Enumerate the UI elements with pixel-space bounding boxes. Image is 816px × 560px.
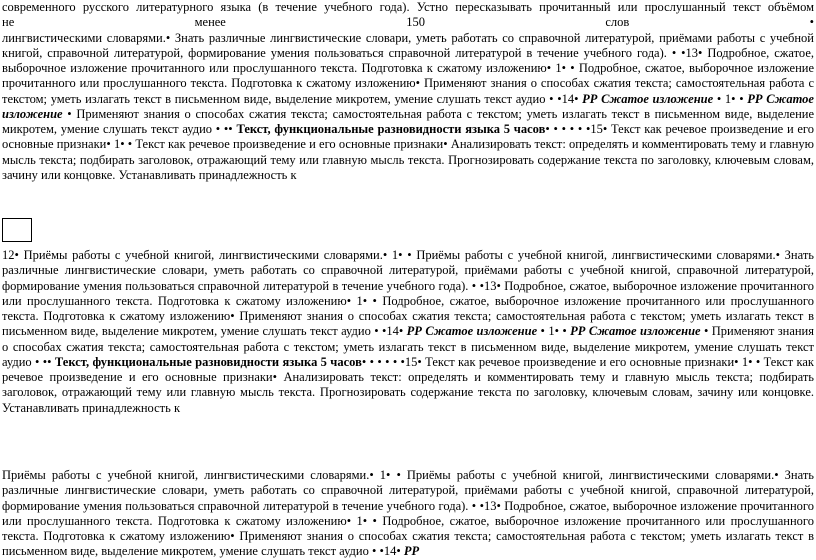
paragraph-text: • 1• • <box>537 324 571 339</box>
paragraph-text: • • • • • •15• Текст как речевое произведение и его основные признаки• 1• • Текст как речевое произведение и его основные признаки• Анализировать текст: определять и комментировать тему и главную мысль текста; подбирать заголовок, отражающий тему или главную мысль текста. Прогнозировать содержание текста по заголовку, ключевым словам, зачину или концовке. Устанавливать принадлежность к <box>2 354 814 415</box>
word: 150 <box>406 15 425 30</box>
paragraph-text: • • • • • •15• Текст как речевое произведение и его основные признаки• 1• • Текст как речевое произведение и его основные признаки• Анализировать текст: определять и комментировать тему и главную мысль текста; подбирать заголовок, отражающий тему или главную мысль текста. Прогнозировать содержание текста по заголовку, ключевым словам, зачину или концовке. Устанавливать принадлежность к <box>2 122 814 182</box>
bold-heading: РР <box>403 544 420 559</box>
paragraph-text: лингвистическими словарями.• Знать различные лингвистические словари, уметь работать со справочной литературой, приёмами работы с учебной книгой, справочной литературой, формирование умения пользоваться справочной литературой в течение учебного года). • •13• Подробное, сжатое, выборочное изложение прочитанного или прослушанного текста. Подготовка к сжатому изложению• 1• • Подробное, сжатое, выборочное изложение прочитанного или прослушанного текста. Подготовка к сжатому изложению• Применяют знания о способах сжатия текста; самостоятельная работа с текстом; уметь излагать текст в письменном виде, выделение микротем, умение слушать текст аудио • •14• <box>2 30 814 106</box>
paragraph-line <box>2 15 814 30</box>
paragraph-text: • Применяют знания о способах сжатия текста; самостоятельная работа с текстом; уметь излагать текст в письменном виде, выделение микротем, умение слушать текст аудио • •• <box>2 106 814 136</box>
bold-heading: РР Сжатое изложение <box>2 91 814 121</box>
word: слов <box>605 15 630 30</box>
paragraph-line: современного русского литературного языка (в течение учебного года). Устно пересказывать прочитанный или прослушанный текст объёмом <box>2 0 814 14</box>
text-block-2 <box>2 248 814 416</box>
paragraph-text: • 1• • <box>713 91 748 106</box>
bold-heading: РР Сжатое изложение <box>406 324 538 339</box>
paragraph-text: • Применяют знания о способах сжатия текста; самостоятельная работа с текстом; уметь излагать текст в письменном виде, выделение микротем, умение слушать текст аудио • •• <box>2 324 814 369</box>
bold-heading: РР Сжатое изложение <box>582 91 714 106</box>
word: менее <box>194 15 226 30</box>
text-block-1 <box>2 0 814 183</box>
bold-heading: Текст, функциональные разновидности языка 5 часов <box>236 122 546 136</box>
bullet: • <box>809 15 815 30</box>
bold-heading: Текст, функциональные разновидности языка 5 часов <box>54 354 362 369</box>
bold-heading: РР Сжатое изложение <box>570 324 701 339</box>
word: не <box>2 15 15 30</box>
text-block-3 <box>2 468 814 560</box>
paragraph-text: Приёмы работы с учебной книгой, лингвистическими словарями.• 1• • Приёмы работы с учебной книгой, лингвистическими словарями.• Знать различные лингвистические словари, уметь работать со справочной литературой, приёмами работы с учебной книгой, справочной литературой, формирование умения пользоваться справочной литературой в течение учебного года). • •13• Подробное, сжатое, выборочное изложение прочитанного или прослушанного текста. Подготовка к сжатому изложению• 1• • Подробное, сжатое, выборочное изложение прочитанного или прослушанного текста. Подготовка к сжатому изложению• Применяют знания о способах сжатия текста; самостоятельная работа с текстом; уметь излагать текст в письменном виде, выделение микротем, умение слушать текст аудио • •14• <box>2 468 814 559</box>
paragraph-text: 12• Приёмы работы с учебной книгой, лингвистическими словарями.• 1• • Приёмы работы с учебной книгой, лингвистическими словарями.• Знать различные лингвистические словари, уметь работать со справочной литературой, приёмами работы с учебной книгой, справочной литературой, формирование умения пользоваться справочной литературой в течение учебного года). • •13• Подробное, сжатое, выборочное изложение прочитанного или прослушанного текста. Подготовка к сжатому изложению• 1• • Подробное, сжатое, выборочное изложение прочитанного или прослушанного текста. Подготовка к сжатому изложению• Применяют знания о способах сжатия текста; самостоятельная работа с текстом; уметь излагать текст в письменном виде, выделение микротем, умение слушать текст аудио • •14• <box>2 248 814 339</box>
table-cell-box <box>2 218 32 242</box>
